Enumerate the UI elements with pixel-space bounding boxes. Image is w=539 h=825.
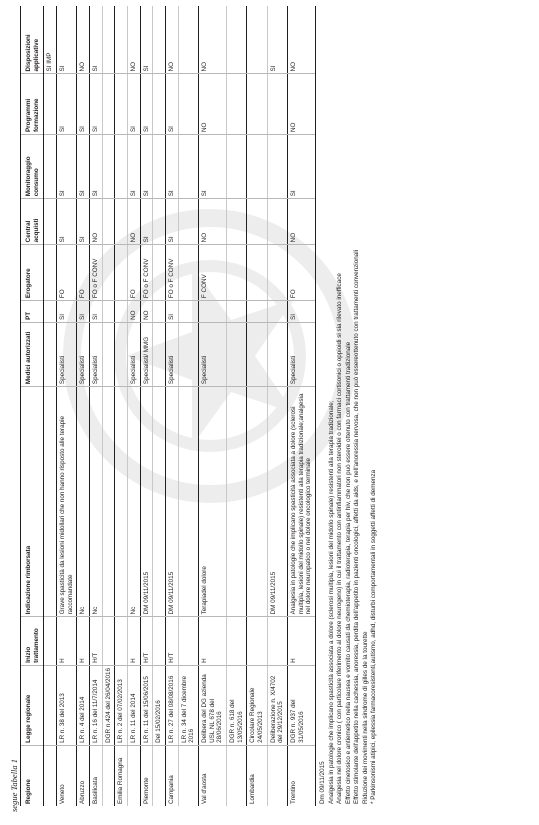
table-cell: SI (57, 199, 77, 245)
col-header-indicazione-rimborsata: Indicazione rimborsata (21, 387, 44, 617)
table-cell: LR n. 2 del 07/02/2013 (115, 665, 128, 745)
table-row (115, 6, 128, 806)
table-cell (102, 745, 115, 806)
note-line: Analgesia in patologie che implicano spasticità associata a dolore (sclerosi multipla, lesioni del midollo spinale) resistenti alla terapia tradizionale; (327, 400, 335, 804)
note-line: Effetto stimolante dell'appetito nella cachessia, anoressia, perdita dell'appetito in pazienti oncologici, affetti da aids, e nell'anoressia nervosa, che non può essereottenuto con trattamenti convenzionali (353, 249, 361, 804)
table-cell (178, 387, 198, 617)
table-cell (227, 245, 247, 301)
table-cell (247, 322, 267, 386)
col-header-pt: PT (21, 301, 44, 323)
table-cell: Terapiadel dolore (199, 387, 227, 617)
table-row (267, 6, 287, 806)
table-cell (227, 74, 247, 135)
table-cell: Specialisti (199, 322, 227, 386)
table-cell (115, 322, 128, 386)
table-cell (44, 745, 57, 806)
table-cell (247, 617, 267, 665)
table-cell: NO (288, 6, 316, 74)
table-cell (44, 135, 57, 199)
table-cell (247, 301, 267, 323)
table-cell (153, 617, 166, 665)
table-cell (153, 301, 166, 323)
table-cell: NO (90, 199, 103, 245)
table-cell (178, 617, 198, 665)
table-cell (115, 199, 128, 245)
table-cell: Val d'aosta (199, 745, 227, 806)
table-cell: FO (77, 245, 90, 301)
table-cell: Specialisti (288, 322, 316, 386)
table-cell: SI (77, 301, 90, 323)
rotated-table-page (20, 6, 537, 806)
table-cell: SI IMP (44, 6, 57, 74)
table-row (178, 6, 198, 806)
note-line: Analgesia nel dolore cronico ( con particolare riferimento al dolore neurogeno) in cui il trattamento con antinfiammatori non steroidei o con farmaci cortisonici o oppioidi si sia rilevato inefficace (336, 273, 344, 804)
table-cell: FO o F CONV (166, 245, 179, 301)
table-cell (115, 301, 128, 323)
table-cell (178, 135, 198, 199)
table-cell: LR n. 27 del 08/08/2016 (166, 665, 179, 745)
table-cell (199, 301, 227, 323)
table-cell: DM 09/11/2015 (140, 387, 153, 617)
table-caption: segue Tabella 1 (9, 758, 19, 812)
table-cell: DGR n. 618 del 13/05/2016 (227, 665, 247, 745)
table-cell: SI (57, 301, 77, 323)
table-cell: DGR n.424 del 26/04/2016 (102, 665, 115, 745)
table-cell: Emilia Romagna (115, 745, 128, 806)
table-cell (44, 199, 57, 245)
table-row (140, 6, 153, 806)
table-cell (44, 245, 57, 301)
table-cell (44, 74, 57, 135)
table-cell (178, 245, 198, 301)
table-cell: SI (140, 74, 153, 135)
table-cell: NO (128, 199, 141, 245)
table-cell: Lombardia (247, 745, 267, 806)
table-cell: H (128, 617, 141, 665)
table-cell (44, 387, 57, 617)
table-cell: LR n. 11 del 15/06/2015 (140, 665, 153, 745)
table-cell: Grave spasticità da lesioni midollari che non hanno risposto alle terapie raccomandate (57, 387, 77, 617)
table-cell (227, 301, 247, 323)
table-body (44, 6, 316, 806)
table-cell (153, 6, 166, 74)
note-line: Effetto cinetosico e antiemetico nella nausea e vomito causati da chemioterapia, radioterapia, terapia per hiv, che non può essere ottenuto con trattamenti tradizionale (344, 341, 352, 804)
table-cell (227, 135, 247, 199)
col-header-regione: Regione (21, 745, 44, 806)
col-header-erogatore: Erogatore (21, 245, 44, 301)
table-cell: SI (140, 135, 153, 199)
table-cell (44, 617, 57, 665)
table-cell (115, 617, 128, 665)
table-cell: F CONV (199, 245, 227, 301)
table-cell: Delibera del DG azienda USL NL 678 del 28/06/2016 (199, 665, 227, 745)
table-cell: SI (140, 6, 153, 74)
table-cell: SI (90, 6, 103, 74)
table-cell (178, 301, 198, 323)
table-row (77, 6, 90, 806)
table-cell: SI (57, 135, 77, 199)
col-header-central-acquisti: Central acquisti (21, 199, 44, 245)
table-cell: H (288, 617, 316, 665)
table-cell (44, 665, 57, 745)
table-cell: SI (57, 74, 77, 135)
table-cell: FO (128, 245, 141, 301)
col-header-legge-regionale: Legge regionale (21, 665, 44, 745)
table-cell (247, 199, 267, 245)
table-cell: Circolare Regionale 24/05/2013 (247, 665, 267, 745)
table-cell: Specialisti (128, 322, 141, 386)
table-cell (247, 245, 267, 301)
table-cell (102, 322, 115, 386)
table-cell (102, 387, 115, 617)
table-cell: LR n. 34 del 7 dicembre 2016 (178, 665, 198, 745)
table-cell (102, 245, 115, 301)
table-cell (247, 135, 267, 199)
table-cell: SI (140, 199, 153, 245)
table-cell (44, 301, 57, 323)
table-row (288, 6, 316, 806)
table-cell (227, 387, 247, 617)
table-row (44, 6, 57, 806)
table-notes (316, 6, 382, 806)
table-cell: LR n. 16 del 11/7/2014 (90, 665, 103, 745)
table-cell: H/T (90, 617, 103, 665)
table-cell: Nc (128, 387, 141, 617)
table-cell (115, 6, 128, 74)
table-cell: SI (128, 74, 141, 135)
table-cell (267, 322, 287, 386)
table-cell (227, 199, 247, 245)
table-cell: SI (90, 135, 103, 199)
table-cell (227, 617, 247, 665)
col-header-inizio-trattamento: Inizio trattamento (21, 617, 44, 665)
table-cell: Trentino (288, 745, 316, 806)
table-cell (153, 74, 166, 135)
table-row (227, 6, 247, 806)
table-cell: FO (288, 245, 316, 301)
table-row (57, 6, 77, 806)
table-cell (247, 74, 267, 135)
table-cell (178, 745, 198, 806)
table-row (128, 6, 141, 806)
table-cell (153, 199, 166, 245)
table-cell: SI (90, 301, 103, 323)
table-cell: NO (288, 74, 316, 135)
table-cell (128, 745, 141, 806)
table-cell: Campania (166, 745, 179, 806)
table-cell (153, 322, 166, 386)
note-line: Riduzione dei movimenti nella sindrome di gilles de la tourette (361, 631, 369, 804)
table-cell: DGR n. 937 del 31/05/2016 (288, 665, 316, 745)
table-cell: SI (166, 74, 179, 135)
table-cell (115, 135, 128, 199)
table-cell: NO (199, 199, 227, 245)
table-cell (102, 199, 115, 245)
table-cell: LR n. 38 del 2013 (57, 665, 77, 745)
table-cell: SI (57, 6, 77, 74)
table-row (102, 6, 115, 806)
table-cell: H (57, 617, 77, 665)
table-cell (102, 301, 115, 323)
table-cell: H (77, 617, 90, 665)
table-cell: SI (77, 135, 90, 199)
table-cell: DM 09/11/2015 (166, 387, 179, 617)
table-cell (247, 6, 267, 74)
data-table (20, 6, 382, 806)
table-cell (267, 245, 287, 301)
table-cell: SI (267, 6, 287, 74)
table-row (199, 6, 227, 806)
table-cell (153, 245, 166, 301)
table-cell: FO (57, 245, 77, 301)
notes-row (316, 6, 382, 806)
table-cell: DM 09/11/2015 (267, 387, 287, 617)
table-cell (102, 74, 115, 135)
table-cell (227, 6, 247, 74)
table-row (153, 6, 166, 806)
table-cell: Del 15/02/2016 (153, 665, 166, 745)
table-cell: LR n. 4 del 2014 (77, 665, 90, 745)
table-row (247, 6, 267, 806)
table-cell: NO (128, 301, 141, 323)
table-cell: SI (166, 199, 179, 245)
table-cell (267, 301, 287, 323)
table-cell (115, 387, 128, 617)
table-cell: SI (166, 135, 179, 199)
table-cell (227, 745, 247, 806)
table-cell: H (199, 617, 227, 665)
table-row (166, 6, 179, 806)
table-row (90, 6, 103, 806)
table-cell: Nc (77, 387, 90, 617)
table-cell (115, 245, 128, 301)
note-line: * Parkinsonismi atipici, epilessia farmacoresistenti,autismo, adhd, disturbi comportamentali in soggetti affetti di demenza (370, 469, 378, 804)
table-cell: Specialisti (90, 322, 103, 386)
col-header-medici-autorizzati: Medici autorizzati (21, 322, 44, 386)
table-cell (267, 617, 287, 665)
table-cell: NO (140, 301, 153, 323)
table-cell: Piemonte (140, 745, 153, 806)
table-cell (267, 745, 287, 806)
table-cell: Specialisti (57, 322, 77, 386)
table-cell (267, 74, 287, 135)
table-cell: Analgesia in patologie che implicano spasticità associata a dolore (sclerosi multipla, lesioni del midollo spinale) resistenti alla terapia tradizionale;analgesia nel dolore neuropatico o nel dolore oncologico terminale (288, 387, 316, 617)
table-cell: Deliberazione n. X/4702 del 29/12/2015 (267, 665, 287, 745)
table-cell: SI (288, 301, 316, 323)
table-cell: Veneto (57, 745, 77, 806)
table-cell (153, 387, 166, 617)
table-cell: SI (77, 199, 90, 245)
table-cell: SI (90, 74, 103, 135)
table-cell: NO (199, 6, 227, 74)
table-cell: NO (128, 6, 141, 74)
table-cell: SI (199, 135, 227, 199)
table-cell (153, 745, 166, 806)
table-cell (178, 199, 198, 245)
table-cell (102, 135, 115, 199)
table-cell (267, 199, 287, 245)
table-cell (44, 322, 57, 386)
table-cell: NO (199, 74, 227, 135)
table-cell: SI (77, 74, 90, 135)
table-cell: Specialisti (77, 322, 90, 386)
table-cell (267, 135, 287, 199)
table-cell (178, 322, 198, 386)
table-cell: Specialisti/ MMG (140, 322, 153, 386)
table-cell (178, 74, 198, 135)
table-cell (153, 135, 166, 199)
table-cell: H/T (166, 617, 179, 665)
col-header-programmi-formazione: Programmi formazione (21, 74, 44, 135)
table-cell: NO (288, 199, 316, 245)
table-cell: NO (77, 6, 90, 74)
header-row (21, 6, 44, 806)
table-cell: SI (128, 135, 141, 199)
col-header-disposizioni-applicative: Disposizioni applicative (21, 6, 44, 74)
table-cell: LR n. 11 del 2014 (128, 665, 141, 745)
table-cell: NO (166, 6, 179, 74)
table-cell (102, 617, 115, 665)
table-cell (227, 322, 247, 386)
table-cell: Abruzzo (77, 745, 90, 806)
table-cell: SI (288, 135, 316, 199)
table-cell (102, 6, 115, 74)
table-cell: Nc (90, 387, 103, 617)
note-line: Dm 09/11/2015 (319, 761, 327, 804)
table-cell: Basilicata (90, 745, 103, 806)
table-cell: SI (166, 301, 179, 323)
table-cell: FO o F CONV (140, 245, 153, 301)
table-cell: FO o F CONV (90, 245, 103, 301)
col-header-monitoraggio-consumo: Monitoraggio consumo (21, 135, 44, 199)
table-cell (178, 6, 198, 74)
table-cell: Specialisti (166, 322, 179, 386)
table-cell: H/T (140, 617, 153, 665)
table-cell (247, 387, 267, 617)
table-cell (115, 74, 128, 135)
